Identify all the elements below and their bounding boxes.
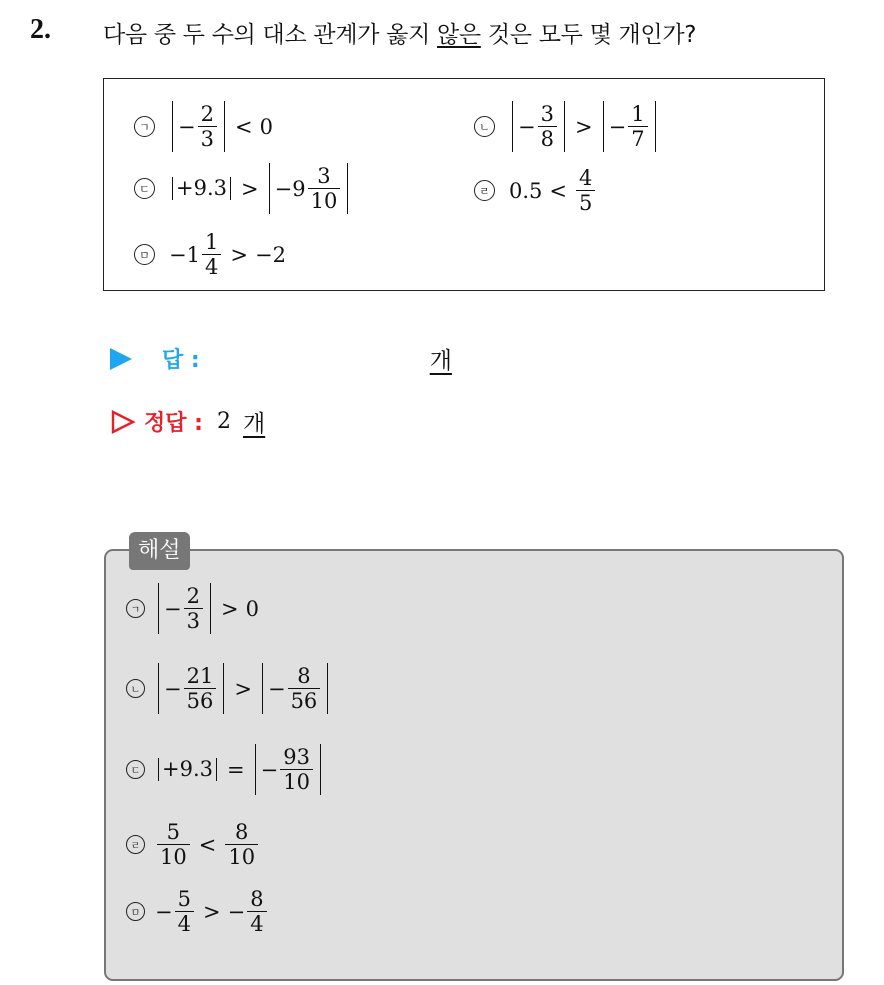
operator: < xyxy=(234,114,253,139)
option-marker: ㄷ xyxy=(126,760,145,779)
explanation-a xyxy=(126,583,259,634)
option-marker: ㄹ xyxy=(126,835,145,854)
play-arrow-icon xyxy=(110,348,132,370)
answer-row xyxy=(110,342,452,375)
fraction: $\frac{8}{4}$ xyxy=(247,888,266,935)
fraction: $\frac{3}{8}$ xyxy=(538,103,557,150)
abs-value: +9.3 xyxy=(158,758,217,781)
rhs-value: −2 xyxy=(254,242,286,267)
operator: > xyxy=(230,242,248,267)
operator: = xyxy=(227,757,245,782)
abs-value: +9.3 xyxy=(172,177,231,200)
option-marker: ㄷ xyxy=(134,178,155,199)
lhs-value: 0.5 xyxy=(509,178,543,203)
option-marker: ㄹ xyxy=(474,180,495,201)
abs-value: − $\frac{8}{56}$ xyxy=(262,663,328,714)
abs-value: − $\frac{3}{8}$ xyxy=(512,101,565,152)
rhs-value: 0 xyxy=(245,596,259,621)
correct-value: 2 xyxy=(216,409,231,434)
operator: > xyxy=(241,176,259,201)
explanation-box xyxy=(104,549,844,981)
option-marker: ㄱ xyxy=(126,599,145,618)
rhs-value: 0 xyxy=(259,114,273,139)
option-marker: ㄱ xyxy=(134,116,155,137)
option-c xyxy=(134,163,351,214)
question-text-after: 것은 모두 몇 개인가? xyxy=(480,22,697,48)
fraction: $\frac{3}{10}$ xyxy=(308,165,341,212)
question-text-before: 다음 중 두 수의 대소 관계가 옳지 xyxy=(103,22,438,48)
option-b xyxy=(474,101,659,152)
question-text-underlined: 않은 xyxy=(437,22,481,48)
fraction: $\frac{2}{3}$ xyxy=(198,103,217,150)
fraction: $\frac{4}{5}$ xyxy=(576,167,595,214)
option-d xyxy=(474,167,597,214)
option-marker: ㄴ xyxy=(126,679,145,698)
operator: < xyxy=(549,178,568,203)
options-box xyxy=(103,78,825,291)
question-text xyxy=(103,16,696,49)
explanation-b xyxy=(126,663,331,714)
fraction: $\frac{1}{7}$ xyxy=(628,103,647,150)
option-e: ㅁ − 1 $\frac{1}{4}$ > −2 xyxy=(134,231,286,278)
fraction: $\frac{5}{4}$ xyxy=(175,888,194,935)
explanation-c xyxy=(126,744,324,795)
outline-arrow-icon xyxy=(110,409,136,435)
explanation-e: ㅁ − $\frac{5}{4}$ > − $\frac{8}{4}$ xyxy=(126,888,269,935)
option-marker: ㅁ xyxy=(126,902,145,921)
fraction: $\frac{2}{3}$ xyxy=(184,585,203,632)
correct-label: 정답 : xyxy=(144,411,203,436)
fraction: $\frac{21}{56}$ xyxy=(184,665,217,712)
fraction: $\frac{8}{56}$ xyxy=(288,665,321,712)
explanation-d xyxy=(126,821,260,868)
operator: > xyxy=(234,676,252,701)
abs-value: − $\frac{1}{7}$ xyxy=(603,101,656,152)
operator: > xyxy=(202,899,221,924)
operator: > xyxy=(574,114,593,139)
abs-value: − $\frac{2}{3}$ xyxy=(158,583,211,634)
question-number: 2. xyxy=(30,14,51,45)
fraction: $\frac{93}{10}$ xyxy=(280,746,313,793)
answer-unit[interactable]: 개 xyxy=(429,348,452,374)
answer-label: 답 : xyxy=(162,348,200,373)
explanation-tab: 해설 xyxy=(129,532,190,570)
abs-value: − $\frac{2}{3}$ xyxy=(172,101,225,152)
operator: < xyxy=(198,832,217,857)
option-a xyxy=(134,101,273,152)
option-marker: ㄴ xyxy=(474,116,495,137)
correct-answer-row xyxy=(110,405,265,438)
abs-value: − 9 $\frac{3}{10}$ xyxy=(269,163,349,214)
correct-unit: 개 xyxy=(242,411,266,437)
abs-value: − $\frac{93}{10}$ xyxy=(255,744,321,795)
fraction: $\frac{8}{10}$ xyxy=(225,821,258,868)
option-marker: ㅁ xyxy=(134,244,155,265)
fraction: $\frac{1}{4}$ xyxy=(202,231,221,278)
abs-value: − $\frac{21}{56}$ xyxy=(158,663,224,714)
fraction: $\frac{5}{10}$ xyxy=(157,821,190,868)
operator: > xyxy=(220,596,239,621)
